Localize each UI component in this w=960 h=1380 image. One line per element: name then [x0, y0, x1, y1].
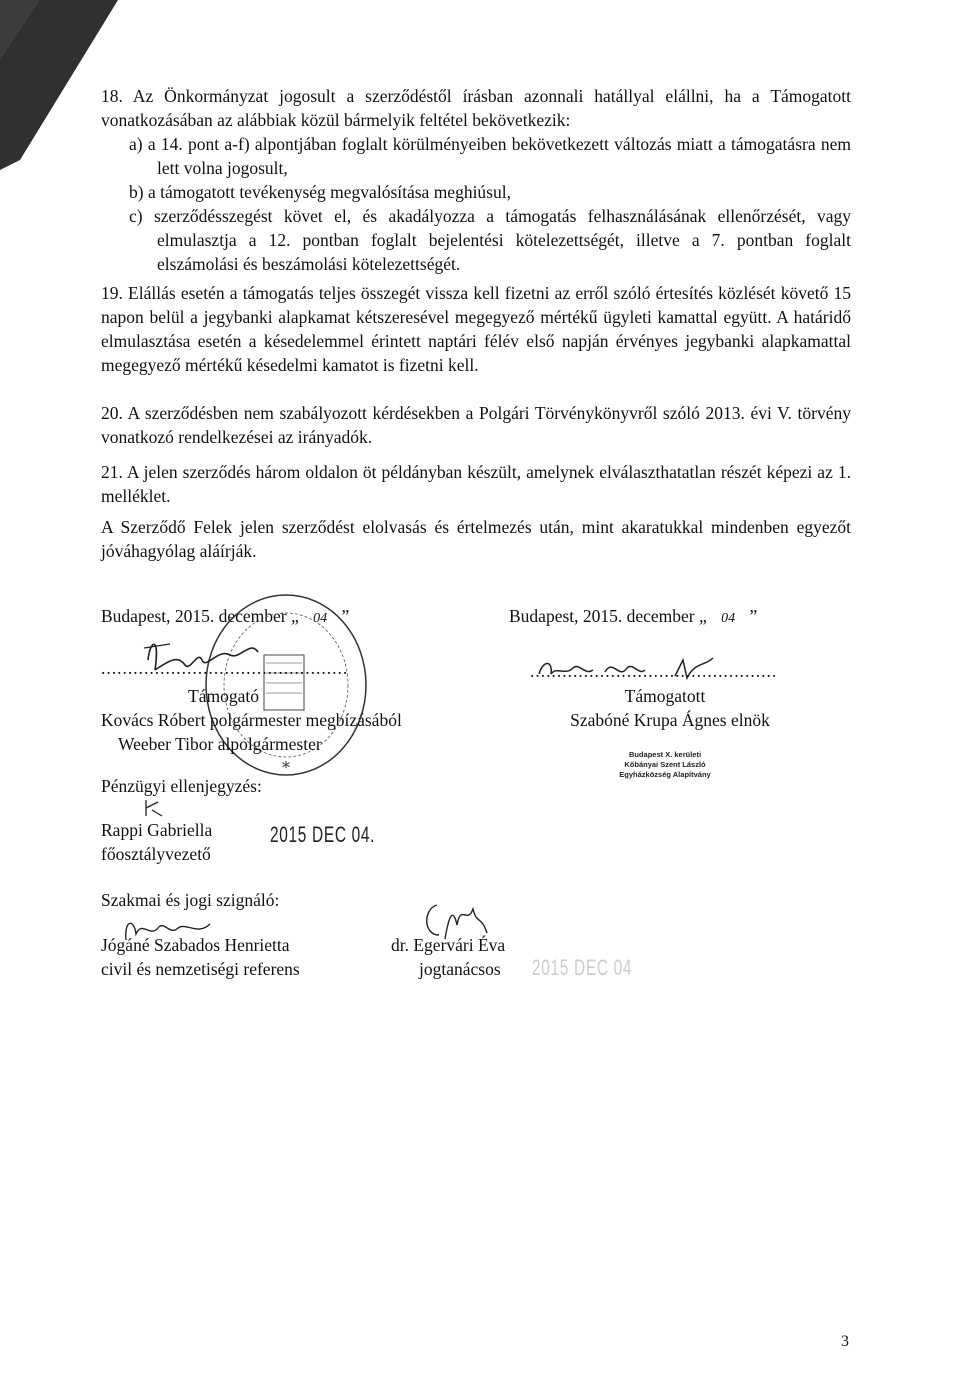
review-left-title: civil és nemzetiségi referens — [101, 959, 300, 979]
right-role: Támogatott — [624, 686, 706, 706]
left-dots: .............................................. — [101, 658, 349, 678]
svg-text:*: * — [282, 758, 290, 777]
page-number: 3 — [841, 1333, 849, 1350]
finance-name: Rappi Gabriella — [101, 820, 213, 840]
right-date-suffix: ” — [749, 606, 758, 626]
stamp-line-3: Egyházközség Alapítvány — [619, 770, 711, 779]
review-left-name: Jógáné Szabados Henrietta — [101, 935, 290, 955]
left-date-suffix: ” — [341, 606, 350, 626]
clause-18-a: a) a 14. pont a-f) alpontjában foglalt körülményeiben bekövetkezett változás miatt a támogatásra nem lett volna jogosult, — [129, 134, 851, 178]
left-role: Támogató — [188, 686, 259, 706]
clause-21-text: 21. A jelen szerződés három oldalon öt példányban készült, amelynek elválaszthatatlan részét képezi az 1. melléklet. — [101, 462, 851, 506]
left-name: Kovács Róbert polgármester megbízásából — [101, 710, 402, 730]
right-date-hand: 04 — [721, 611, 736, 626]
left-date-hand: 04 — [313, 611, 328, 626]
finance-title: főosztályvezető — [101, 844, 211, 864]
clause-21 — [101, 460, 851, 508]
clause-20-text: 20. A szerződésben nem szabályozott kérdésekben a Polgári Törvénykönyvről szóló 2013. évi V. törvény vonatkozó rendelkezései az irányadók. — [101, 403, 851, 447]
clause-18 — [101, 84, 851, 276]
right-date-prefix: Budapest, 2015. december „ — [509, 606, 707, 626]
closing-statement — [101, 515, 851, 563]
right-name: Szabóné Krupa Ágnes elnök — [570, 710, 770, 730]
closing-text: A Szerződő Felek jelen szerződést elolvasás és értelmezés után, mint akaratukkal mindenben egyezőt jóváhagyólag aláírják. — [101, 517, 851, 561]
stamp-line-1: Budapest X. kerületi — [628, 750, 702, 759]
review-faint-stamp: 2015 DEC 04 — [532, 955, 633, 980]
clause-19-text: 19. Elállás esetén a támogatás teljes összegét vissza kell fizetni az erről szóló értesítés közlését követő 15 napon belül a jegybanki alapkamat kétszeresével megegyező mértékű ügyleti kamattal együtt. A határidő elmulasztása esetén a késedelemmel érintett naptári félév első napján érvényes jegybanki alapkamattal megegyező mértékű késedelmi kamatot is fizetni kell. — [101, 283, 851, 375]
clause-18-intro: 18. Az Önkormányzat jogosult a szerződéstől írásban azonnali hatállyal elállni, ha a Támogatott vonatkozásában az alábbiak közül bármelyik feltétel bekövetkezik: — [101, 86, 851, 130]
stamp-line-2: Kőbányai Szent László — [624, 760, 706, 769]
finance-date-stamp: 2015 DEC 04. — [270, 822, 376, 847]
finance-initials — [140, 796, 170, 820]
left-date-prefix: Budapest, 2015. december „ — [101, 606, 299, 626]
clause-19 — [101, 281, 851, 377]
review-label: Szakmai és jogi szignáló: — [101, 890, 280, 910]
clause-18-b: b) a támogatott tevékenység megvalósítása meghiúsul, — [129, 182, 511, 202]
left-deputy: Weeber Tibor alpolgármester — [118, 734, 322, 754]
clause-18-c: c) szerződésszegést követ el, és akadályozza a támogatás felhasználásának ellenőrzését, vagy elmulasztja a 12. pontban foglalt bejelentési kötelezettségét, illetve a 7. pontban foglalt elszámolási és beszámolási kötelezettségét. — [129, 206, 851, 274]
finance-label: Pénzügyi ellenjegyzés: — [101, 776, 262, 796]
right-dots: .............................................. — [530, 661, 778, 681]
review-right-name: dr. Egervári Éva — [391, 935, 506, 955]
foundation-stamp — [600, 750, 730, 780]
review-right-title: jogtanácsos — [419, 959, 501, 979]
clause-20 — [101, 401, 851, 449]
right-date-line — [509, 604, 839, 631]
